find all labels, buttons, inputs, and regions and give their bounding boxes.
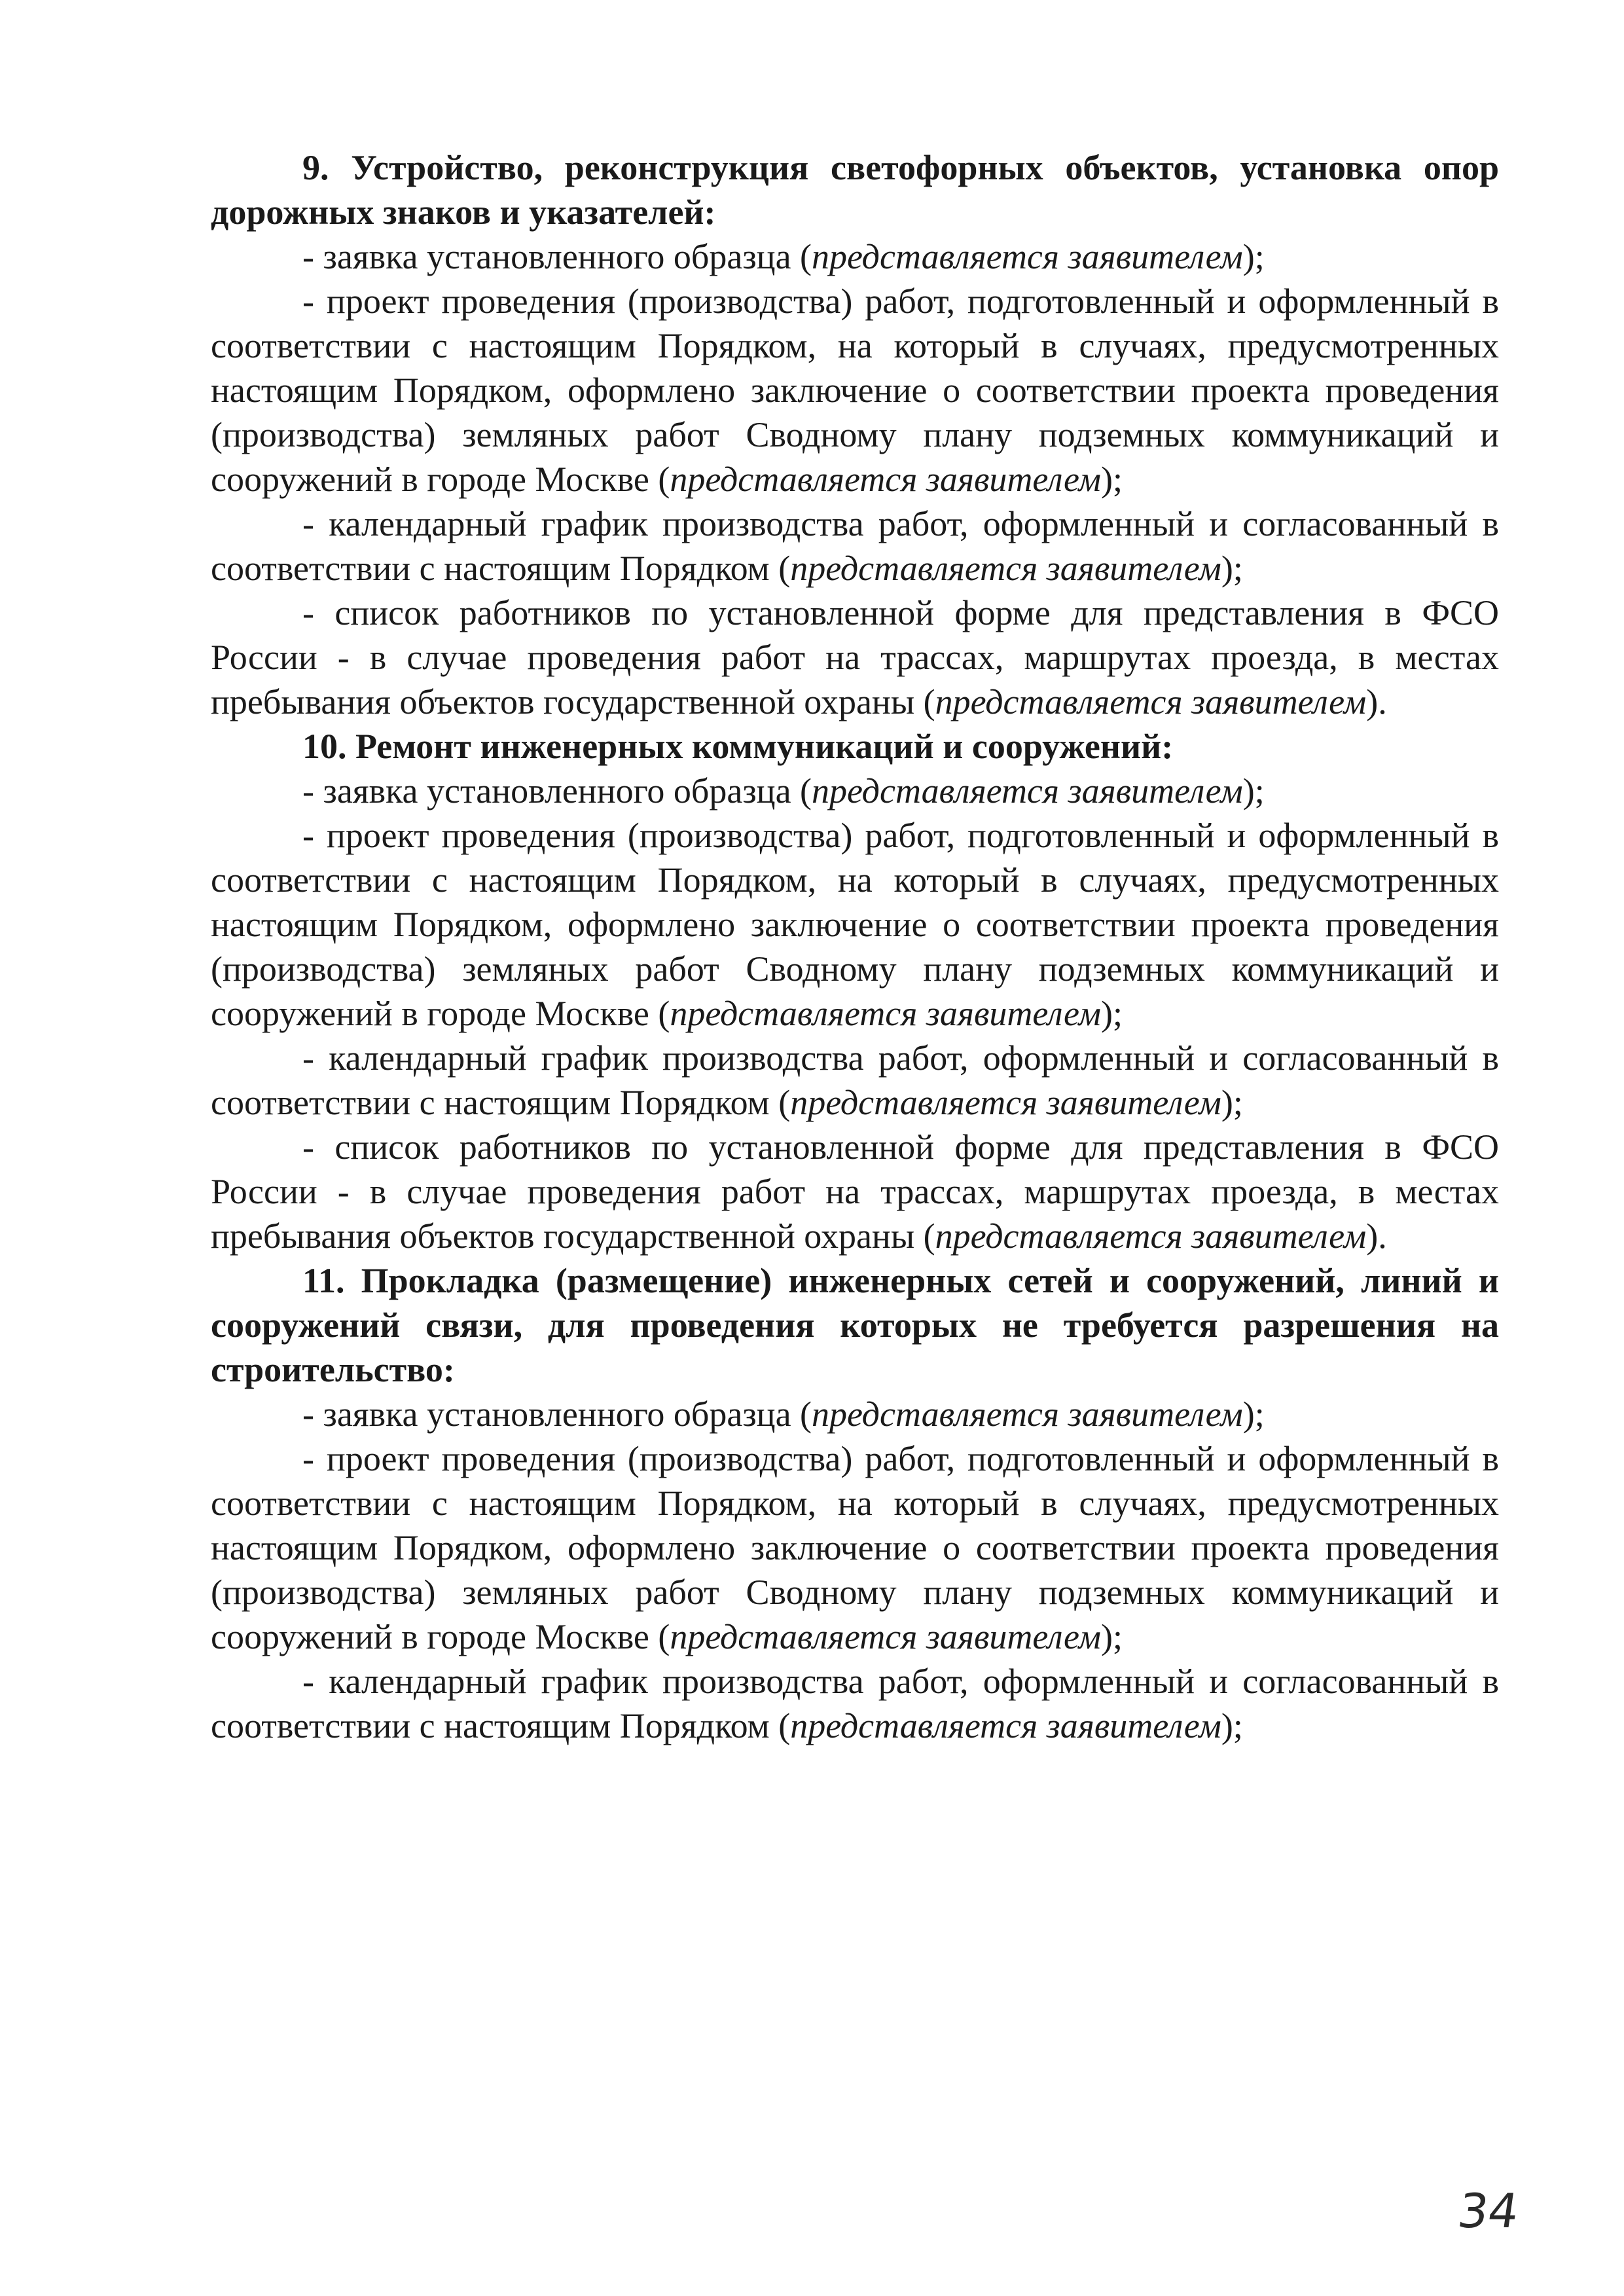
section-11 [211,1258,1499,1748]
list-item: - проект проведения (производства) работ, подготовленный и оформленный в соответствии с настоящим Порядком, на который в случаях, предусмотренных настоящим Порядком, оформлено заключение о соответствии проекта проведения (производства) земляных работ Сводному плану подземных коммуникаций и сооружений в городе Москве (представляется заявителем); [211,282,1499,499]
section-heading: 11. Прокладка (размещение) инженерных сетей и сооружений, линий и сооружений связи, для проведения которых не требуется разрешения на строительство: [211,1261,1499,1389]
section-heading: 10. Ремонт инженерных коммуникаций и сооружений: [302,727,1174,766]
list-item: - список работников по установленной форме для представления в ФСО России - в случае проведения работ на трассах, маршрутах проезда, в местах пребывания объектов государственной охраны (представляется заявителем). [211,593,1499,721]
handwritten-page-number: 34 [1454,2183,1523,2238]
list-item: - заявка установленного образца (представляется заявителем); [302,1394,1265,1434]
list-item: - список работников по установленной форме для представления в ФСО России - в случае проведения работ на трассах, маршрутах проезда, в местах пребывания объектов государственной охраны (представляется заявителем). [211,1127,1499,1256]
section-10 [211,724,1499,1258]
list-item: - проект проведения (производства) работ, подготовленный и оформленный в соответствии с настоящим Порядком, на который в случаях, предусмотренных настоящим Порядком, оформлено заключение о соответствии проекта проведения (производства) земляных работ Сводному плану подземных коммуникаций и сооружений в городе Москве (представляется заявителем); [211,1439,1499,1656]
list-item: - проект проведения (производства) работ, подготовленный и оформленный в соответствии с настоящим Порядком, на который в случаях, предусмотренных настоящим Порядком, оформлено заключение о соответствии проекта проведения (производства) земляных работ Сводному плану подземных коммуникаций и сооружений в городе Москве (представляется заявителем); [211,816,1499,1033]
list-item: - заявка установленного образца (представляется заявителем); [302,237,1265,276]
list-item: - календарный график производства работ, оформленный и согласованный в соответствии с настоящим Порядком (представляется заявителем); [211,504,1499,588]
section-heading: 9. Устройство, реконструкция светофорных объектов, установка опор дорожных знаков и указателей: [211,148,1499,232]
section-9 [211,145,1499,724]
list-item: - заявка установленного образца (представляется заявителем); [302,771,1265,811]
list-item: - календарный график производства работ, оформленный и согласованный в соответствии с настоящим Порядком (представляется заявителем); [211,1662,1499,1745]
document-page [211,145,1499,1748]
list-item: - календарный график производства работ, оформленный и согласованный в соответствии с настоящим Порядком (представляется заявителем); [211,1038,1499,1122]
